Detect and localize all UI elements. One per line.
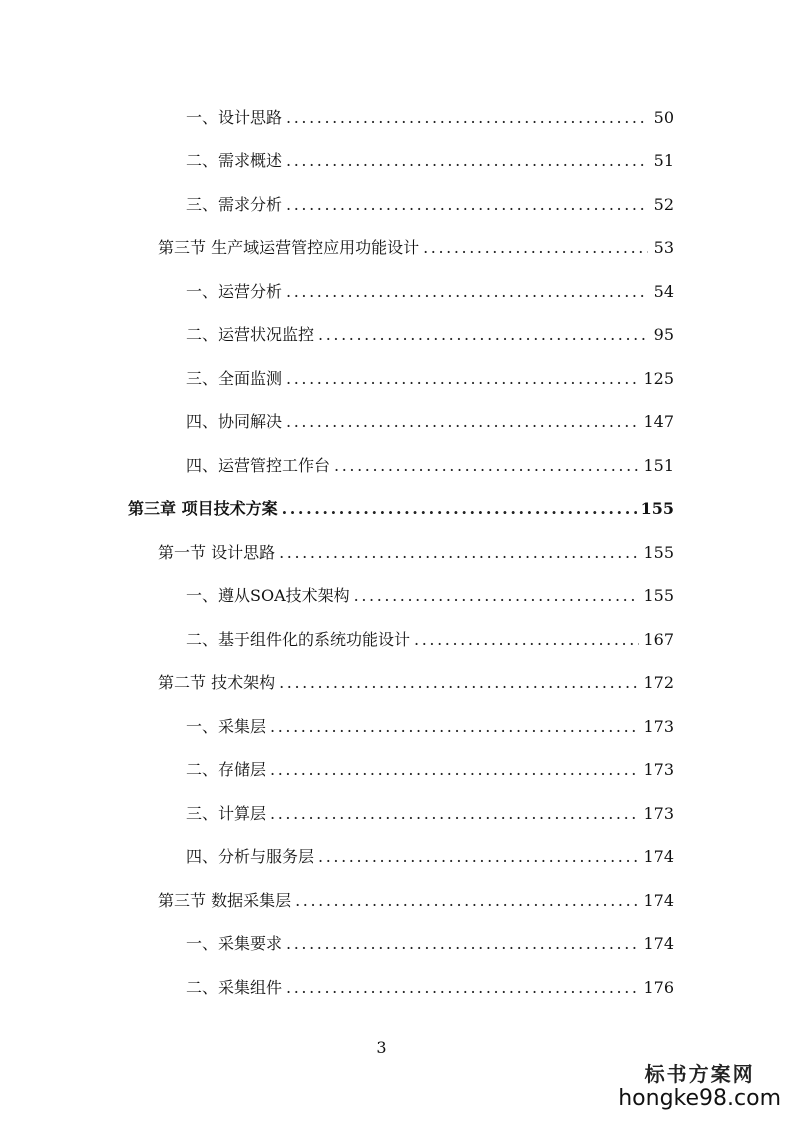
toc-entry-page: 155 bbox=[643, 543, 674, 562]
toc-entry-title: 四、运营管控工作台 bbox=[186, 456, 331, 475]
toc-entry-title: 二、基于组件化的系统功能设计 bbox=[186, 630, 411, 649]
toc-entry-title: 第三节 数据采集层 bbox=[158, 891, 292, 910]
toc-entry-page: 174 bbox=[643, 934, 674, 953]
toc-entry-page: 174 bbox=[643, 847, 674, 866]
toc-entry-page: 50 bbox=[653, 108, 674, 127]
toc-entry[interactable] bbox=[186, 193, 674, 217]
toc-entry[interactable] bbox=[186, 758, 674, 782]
toc-entry-page: 172 bbox=[643, 673, 674, 692]
toc-leader-dots bbox=[286, 367, 639, 391]
toc-entry[interactable] bbox=[186, 802, 674, 826]
toc-entry-page: 176 bbox=[643, 978, 674, 997]
toc-entry-title: 一、遵从SOA技术架构 bbox=[186, 586, 350, 605]
toc-leader-dots bbox=[286, 149, 648, 173]
toc-entry-page: 174 bbox=[643, 891, 674, 910]
toc-leader-dots bbox=[279, 541, 639, 565]
toc-leader-dots bbox=[295, 889, 639, 913]
toc-entry-page: 52 bbox=[653, 195, 674, 214]
toc-leader-dots bbox=[334, 454, 639, 478]
toc-entry-title: 四、分析与服务层 bbox=[186, 847, 315, 866]
toc-entry[interactable] bbox=[186, 976, 674, 1000]
toc-leader-dots bbox=[318, 845, 639, 869]
toc-entry[interactable] bbox=[186, 454, 674, 478]
toc-entry-title: 第二节 技术架构 bbox=[158, 673, 276, 692]
toc-leader-dots bbox=[286, 280, 648, 304]
toc-entry[interactable] bbox=[186, 367, 674, 391]
toc-entry[interactable] bbox=[186, 280, 674, 304]
toc-entry-page: 151 bbox=[643, 456, 674, 475]
watermark-logo bbox=[618, 1064, 781, 1110]
toc-entry-page: 147 bbox=[643, 412, 674, 431]
toc-entry-title: 第一节 设计思路 bbox=[158, 543, 276, 562]
toc-entry-page: 167 bbox=[643, 630, 674, 649]
toc-entry-page: 125 bbox=[643, 369, 674, 388]
toc-entry-page: 173 bbox=[643, 804, 674, 823]
toc-entry-title: 二、采集组件 bbox=[186, 978, 283, 997]
toc-leader-dots bbox=[286, 193, 648, 217]
watermark-title: 标书方案网 bbox=[644, 1062, 755, 1086]
toc-leader-dots bbox=[286, 932, 639, 956]
toc-entry-title: 一、运营分析 bbox=[186, 282, 283, 301]
toc-entry-page: 53 bbox=[653, 238, 674, 257]
toc-entry-page: 155 bbox=[640, 499, 674, 518]
toc-entry-page: 155 bbox=[643, 586, 674, 605]
toc-leader-dots bbox=[282, 497, 637, 521]
toc-chapter-entry[interactable] bbox=[128, 497, 674, 521]
toc-entry[interactable] bbox=[186, 106, 674, 130]
toc-entry-title: 一、采集要求 bbox=[186, 934, 283, 953]
toc-entry[interactable] bbox=[186, 584, 674, 608]
toc-leader-dots bbox=[279, 671, 639, 695]
toc-leader-dots bbox=[318, 323, 648, 347]
toc-entry[interactable] bbox=[186, 932, 674, 956]
toc-entry[interactable] bbox=[186, 715, 674, 739]
toc-entry[interactable] bbox=[186, 323, 674, 347]
toc-entry-title: 二、运营状况监控 bbox=[186, 325, 315, 344]
toc-leader-dots bbox=[414, 628, 639, 652]
toc-entry-title: 第三节 生产域运营管控应用功能设计 bbox=[158, 238, 420, 257]
toc-entry[interactable] bbox=[186, 845, 674, 869]
toc-leader-dots bbox=[354, 584, 640, 608]
toc-entry-page: 54 bbox=[653, 282, 674, 301]
toc-entry-page: 51 bbox=[653, 151, 674, 170]
toc-entry-title: 三、全面监测 bbox=[186, 369, 283, 388]
watermark-site: hongke98.com bbox=[618, 1086, 781, 1111]
toc-entry-page: 173 bbox=[643, 717, 674, 736]
toc-leader-dots bbox=[270, 758, 639, 782]
toc-leader-dots bbox=[286, 410, 639, 434]
toc-entry[interactable] bbox=[158, 889, 674, 913]
toc-entry-title: 一、设计思路 bbox=[186, 108, 283, 127]
toc-entry[interactable] bbox=[158, 541, 674, 565]
toc-entry-title: 一、采集层 bbox=[186, 717, 267, 736]
toc-entry[interactable] bbox=[186, 628, 674, 652]
toc-entry[interactable] bbox=[158, 236, 674, 260]
toc-entry-page: 95 bbox=[653, 325, 674, 344]
toc-entry-title: 二、需求概述 bbox=[186, 151, 283, 170]
toc-entry[interactable] bbox=[186, 410, 674, 434]
toc-leader-dots bbox=[270, 802, 639, 826]
toc-leader-dots bbox=[286, 106, 648, 130]
toc-entry-page: 173 bbox=[643, 760, 674, 779]
toc-entry-title: 二、存储层 bbox=[186, 760, 267, 779]
toc-leader-dots bbox=[270, 715, 639, 739]
toc-leader-dots bbox=[286, 976, 639, 1000]
toc-entry-title: 四、协同解决 bbox=[186, 412, 283, 431]
toc-entry[interactable] bbox=[158, 671, 674, 695]
toc-entry-title: 第三章 项目技术方案 bbox=[128, 499, 278, 518]
toc-entry[interactable] bbox=[186, 149, 674, 173]
toc-entry-title: 三、需求分析 bbox=[186, 195, 283, 214]
toc-entry-title: 三、计算层 bbox=[186, 804, 267, 823]
page-number: 3 bbox=[376, 1038, 387, 1057]
toc-leader-dots bbox=[423, 236, 648, 260]
